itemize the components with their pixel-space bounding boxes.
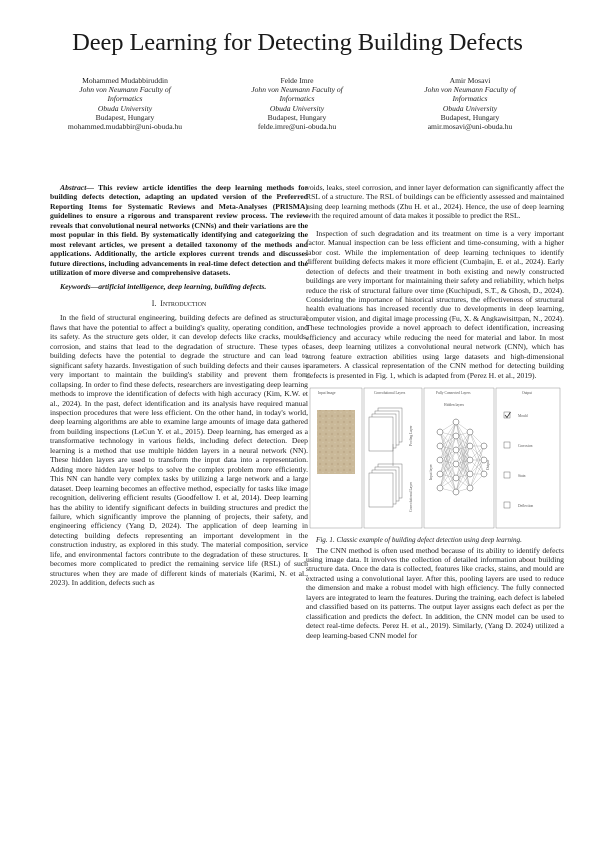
- left-column: [50, 183, 308, 588]
- author-city: Budapest, Hungary: [440, 112, 500, 122]
- figure-caption: Fig. 1. Classic example of building defect detection using deep learning.: [316, 536, 522, 545]
- right-column: [306, 183, 564, 640]
- abstract: [50, 183, 308, 278]
- author-name: Mohammed Mudabbiruddin: [82, 76, 168, 85]
- nn-node: [437, 471, 443, 477]
- author-city: Budapest, Hungary: [95, 112, 155, 122]
- nn-node: [437, 485, 443, 491]
- nn-node: [467, 429, 473, 435]
- author-affiliation-2: Informatics: [107, 94, 143, 104]
- section-number: I.: [151, 298, 157, 308]
- conv-layer-vertical-label: Convolutional Layer: [409, 482, 413, 513]
- author-affiliation: John von Neumann Faculty of: [79, 85, 171, 95]
- conv-label: Convolutional Layers: [374, 391, 406, 396]
- class-label: Stain: [518, 474, 526, 479]
- nn-node: [467, 485, 473, 491]
- nn-node: [481, 471, 487, 477]
- keywords: [50, 282, 308, 291]
- class-label: Corrosion: [518, 444, 533, 449]
- class-label: Deflection: [518, 504, 534, 509]
- nn-node: [453, 461, 459, 467]
- pooling-layer-label: Pooling Layer: [409, 425, 413, 447]
- input-photo-texture: [317, 410, 355, 474]
- keywords-label: Keywords—: [60, 281, 99, 291]
- nn-edge: [456, 446, 470, 492]
- class-checkbox: [504, 502, 510, 508]
- intro-paragraph: In the field of structural engineering, building defects are defined as structural flaws that have the potential to affect a building's quality, operating condition, and its safety. As the structure gets older, it can develop defects like cracks, moulds, corrosion, and stains that lead to the degradation of structure. These types of building defects have the potential to degrade the structure and can lead to significant safety hazards. Investigation of such building defects and their causes is very important to maintain the building's stability and prevent them from collapsing. In order to find these defects, researchers are investigating deep learning methods to improve the identification of defects with high accuracy (Kim, K.W. et al., 2024). In the past, defect identification and its analysis have required manual inspection procedures that were less efficient. On the other hand, in today's world, deep learning algorithms are able to examine large amounts of image data gathered from building inspections (LeCun Y. et al., 2015). Deep learning, has emerged as a transformative technology in various fields, including defect detection. Deep learning is a method that use multiple hidden layers in a neural network (NN). These hidden layers are used to transform the input data into a representation. Adding more hidden layer helps to solve the complex problem more efficiently. This NN can handle very complex tasks by utilizing a large network and a large dataset. Deep learning becomes an effective method, especially for tasks like image recognition, delivering efficient results (Goodfellow I. et al, 2014). Deep learning has the ability to identify significant defects in building structures and predict the failure, which significantly improve the planning of projects, their safety, and engineering efficiency (Yang D, 2024). The application of deep learning in detecting building defects representing an important development in the construction industry, as explored in this study. The material composition, service life, and environmental factors contribute to the degradation of these structures. It becomes more complicated to predict the remaining service life (RSL) of such structures when they are made of different kinds of materials (Karimi, N. et al., 2023). In addition, defects such as: [50, 313, 308, 588]
- neural-network: [437, 419, 487, 495]
- author-name: Amir Mosavi: [449, 76, 491, 85]
- nn-node: [437, 457, 443, 463]
- output-classes: [504, 412, 533, 508]
- right-paragraph-1: voids, leaks, steel corrosion, and inner layer deformation can significantly affect the RSL of a structure. The RSL of buildings can be efficiently assessed and maintained using deep learning methods (Zhu H. et al., 2024). Hence, the use of deep learning with the required amount of data makes it possible to predict the RSL.: [306, 183, 564, 221]
- author-affiliation: John von Neumann Faculty of: [424, 85, 516, 95]
- author-university: Obuda University: [97, 103, 153, 113]
- conv-stack-bottom: [369, 464, 402, 507]
- author-affiliation-2: Informatics: [452, 94, 488, 104]
- nn-edge: [440, 450, 456, 488]
- input-layer-label: Input layer: [429, 464, 433, 481]
- nn-node: [453, 447, 459, 453]
- input-label: Input Image: [318, 391, 336, 396]
- nn-node: [437, 429, 443, 435]
- right-paragraph-3: The CNN method is often used method because of its ability to identify defects using image data. It involves the collection of detailed information about building structure data. Once the data is collected, features like cracks, stains, and mould are extracted using a convolutional layer. After this, pooling layers are used to reduce the dimension and make a robust model with high efficiency. The fully connected layers are integrated to learn the features. During the training, each defect is labeled and classified based on its patterns. The output layer assigns each defect as per the classification and predicts the defect. In addition, the CNN model can be used to detect real-time defects. Perez H. et al., 2019). Similarly, (Yang D. 2024) utilized a deep learning-based CNN model for: [306, 545, 564, 640]
- nn-node: [453, 433, 459, 439]
- paper-title: Deep Learning for Detecting Building Defects: [72, 29, 523, 56]
- keywords-text: artificial intelligence, deep learning, building defects.: [98, 281, 267, 291]
- nn-node: [453, 489, 459, 495]
- author-email[interactable]: felde.imre@uni-obuda.hu: [257, 122, 337, 132]
- output-layer-label: Output: [486, 460, 490, 471]
- cnn-diagram: [306, 384, 564, 534]
- nn-edge: [456, 432, 470, 478]
- class-checkbox: [504, 472, 510, 478]
- nn-node: [467, 471, 473, 477]
- author-email[interactable]: amir.mosavi@uni-obuda.hu: [427, 122, 513, 132]
- author-university: Obuda University: [442, 103, 498, 113]
- author-email[interactable]: mohammed.mudabbir@uni-obuda.hu: [67, 122, 183, 132]
- hidden-layers-label: Hidden layers: [444, 403, 465, 408]
- nn-node: [467, 457, 473, 463]
- author-block-2: [202, 76, 392, 131]
- author-block-1: [30, 76, 220, 131]
- nn-node: [453, 475, 459, 481]
- author-university: Obuda University: [269, 103, 325, 113]
- nn-edge: [470, 446, 484, 488]
- nn-node: [467, 443, 473, 449]
- nn-node: [437, 443, 443, 449]
- author-city: Budapest, Hungary: [267, 112, 327, 122]
- section-heading: [50, 299, 308, 308]
- abstract-label: Abstract—: [60, 183, 94, 192]
- author-block-3: [375, 76, 565, 131]
- right-paragraph-2: Inspection of such degradation and its treatment on time is a very important factor. Manual inspection can be less efficient and time-consuming, with a higher labor cost. While the implementation of deep learning techniques to identify different building defects makes it more efficient (Cumbajin, E. et al., 2024). Early detection of defects and their treatment in both existing and newly constructed buildings are very important for maintaining their safety and reliability, which helps reduce the risk of structural failure over time (Kuchipudi, S.T., & Ghosh, D., 2024). Considering the importance of historical structures, the effectiveness of structural health evaluations has increased recently due to developments in deep learning, computer vision, and digital image processing (Fu, X. & Angkawisittpan, N., 2024). These technologies provide a novel approach to defect identification, increasing efficiency and accuracy while reducing the need for material and labor. In most cases, deep learning utilizes a convolutional neural network (CNN), which has strong feature extraction abilities using large datasets and high-dimensional parameters. A classical representation of the CNN method for detecting building defects is presented in Fig. 1, which is adapted from (Perez H. et al., 2019).: [306, 228, 564, 380]
- class-label: Mould: [518, 414, 528, 419]
- author-affiliation-2: Informatics: [279, 94, 315, 104]
- nn-node: [481, 443, 487, 449]
- fc-label: Fully Connected Layers: [436, 391, 471, 396]
- section-title: Introduction: [160, 298, 207, 308]
- author-name: Felde Imre: [280, 76, 314, 85]
- conv-stack-top: [369, 408, 402, 451]
- figure-1: [306, 384, 564, 534]
- author-affiliation: John von Neumann Faculty of: [251, 85, 343, 95]
- class-checkbox: [504, 442, 510, 448]
- output-label: Output: [522, 391, 532, 396]
- nn-node: [453, 419, 459, 425]
- abstract-text: This review article identifies the deep learning methods for building defects detection, adapting an updated version of the Preferred Reporting Items for Systematic Reviews and Meta-Analyses (PRISMA) guidelines to ensure a rigorous and transparent review process. The review reveals that convolutional neural networks (CNNs) and their variations are the most popular in this field. By systematically identifying and categorizing the most relevant articles, we present a detailed taxonomy of the methods and applications. Additionally, the article explores current trends and discusses future directions, including advancements in real-time defect detection and the utilization of more diverse and comprehensive datasets.: [50, 183, 308, 278]
